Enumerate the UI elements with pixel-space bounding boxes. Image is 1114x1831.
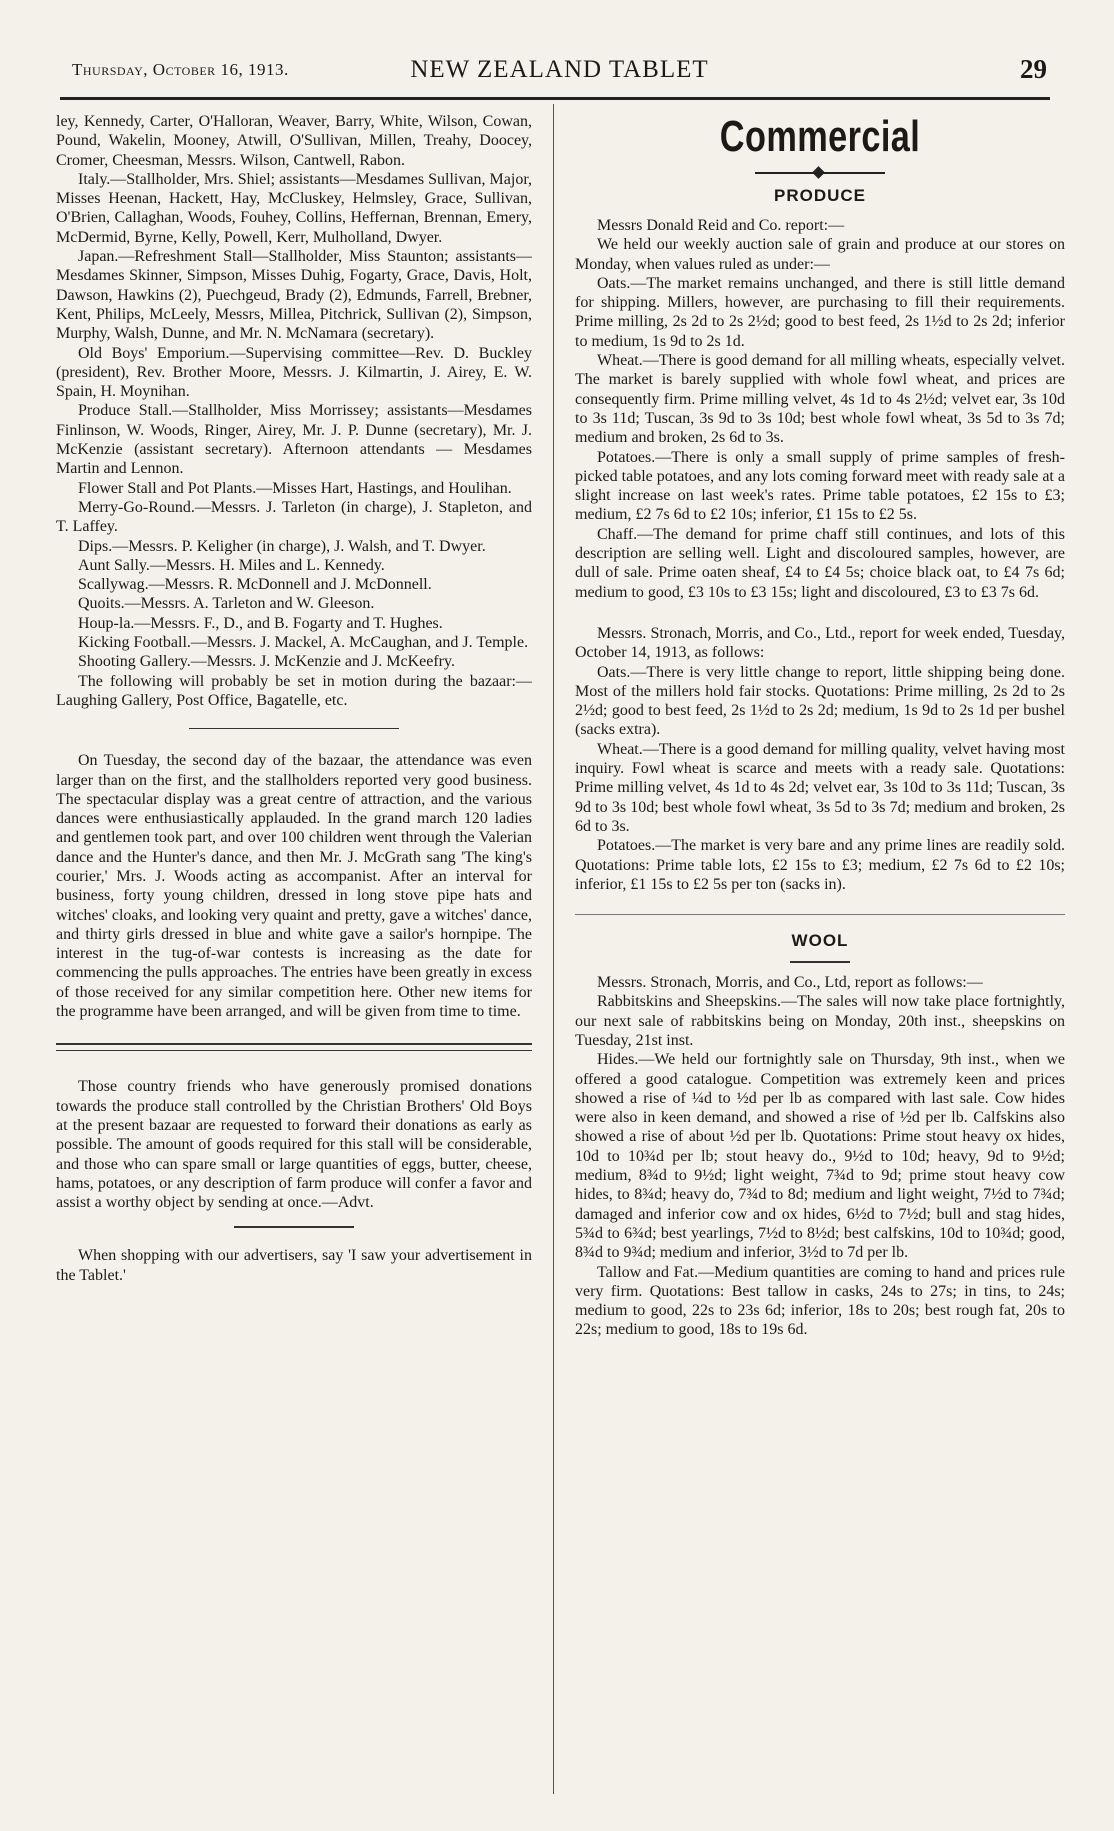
stall-list-paragraph: Produce Stall.—Stallholder, Miss Morrissey; assistants—Mesdames Finlinson, W. Woods, Ringer, Airey, Mr. J. P. Dunne (secretary), Mr. J. McKenzie (assistant secretary). Afternoon attendants — Mesdames Martin and Lennon. xyxy=(56,402,532,478)
double-rule xyxy=(56,1043,532,1051)
wool-paragraph: Tallow and Fat.—Medium quantities are coming to hand and prices rule very firm. Quotations: Best tallow in casks, 24s to 27s; in tins, to 24s; medium to good, 22s to 23s 6d; inferior, 18s to 20s; best rough fat, 20s to 22s; medium to good, 18s to 19s 6d. xyxy=(575,1263,1065,1339)
wool-intro: Messrs. Stronach, Morris, and Co., Ltd, report as follows:— xyxy=(597,974,983,992)
diamond-rule xyxy=(755,166,885,180)
stall-list-paragraph: Shooting Gallery.—Messrs. J. McKenzie and J. McKeefry. xyxy=(78,653,455,671)
commercial-title: Commercial xyxy=(719,112,921,161)
produce-heading: PRODUCE xyxy=(773,186,866,205)
ornament-rule xyxy=(234,1226,354,1228)
stall-list-paragraph: Aunt Sally.—Messrs. H. Miles and L. Kennedy. xyxy=(78,556,385,574)
stall-list-paragraph: Merry-Go-Round.—Messrs. J. Tarleton (in charge), J. Stapleton, and T. Laffey. xyxy=(56,498,532,536)
masthead-rule xyxy=(60,97,1050,100)
reid-paragraph: Chaff.—The demand for prime chaff still continues, and lots of this description are selling well. Light and discoloured samples, however, are dull of sale. Prime oaten sheaf, £4 to £4 5s; choice black oat, to £4 7s 6d; medium to good, £3 10s to £3 15s; light and discoloured, £3 to £3 7s 6d. xyxy=(575,525,1065,601)
stall-list-paragraph: ley, Kennedy, Carter, O'Halloran, Weaver, Barry, White, Wilson, Cowan, Pound, Wakelin, Mooney, Atwill, O'Sullivan, Millen, Treahy, Doocey, Cromer, Cheesman, Messrs. Wilson, Cantwell, Rabon. xyxy=(56,113,532,169)
stall-list-paragraph: Houp-la.—Messrs. F., D., and B. Fogarty and T. Hughes. xyxy=(78,614,443,632)
newspaper-title: NEW ZEALAND TABLET xyxy=(410,56,709,83)
page-number: 29 xyxy=(1020,54,1047,84)
stall-list-paragraph: Scallywag.—Messrs. R. McDonnell and J. McDonnell. xyxy=(78,576,432,594)
masthead xyxy=(72,56,1047,92)
stronach-intro: Messrs. Stronach, Morris, and Co., Ltd., report for week ended, Tuesday, October 14, 1913, as follows: xyxy=(575,624,1065,662)
wool-paragraph: Hides.—We held our fortnightly sale on Thursday, 9th inst., when we offered a good catalogue. Competition was extremely keen and prices showed a rise of ¼d to ½d per lb as compared with last sale. Cow hides were also in keen demand, and showed a rise of ½d per lb. Calfskins also showed a rise of about ½d per lb. Quotations: Prime stout heavy ox hides, 10d to 10¾d per lb; stout heavy do., 9½d to 10d; heavy, 9d to 9½d; medium, 8¾d to 9½d; light weight, 7¾d to 9d; prime stout heavy cow hides, to 8¾d; heavy do, 7¾d to 8d; medium and light weight, 7½d to 7¾d; damaged and inferior cow and ox hides, 6½d to 7½d; bull and stag hides, 5¾d to 6¾d; best yearlings, 7½d to 8½d; best calfskins, 10d to 10¾d; good, 8¾d to 9¾d; medium and inferior, 3½d to 7d per lb. xyxy=(575,1051,1065,1262)
stall-list-paragraph: The following will probably be set in motion during the bazaar:—Laughing Gallery, Post Office, Bagatelle, etc. xyxy=(56,672,532,709)
reid-paragraph: We held our weekly auction sale of grain and produce at our stores on Monday, when values ruled as under:— xyxy=(575,236,1065,273)
stall-list-paragraph: Kicking Football.—Messrs. J. Mackel, A. McCaughan, and J. Temple. xyxy=(78,634,529,652)
bazaar-report-paragraph: On Tuesday, the second day of the bazaar, the attendance was even larger than on the first, and the stallholders reported very good business. The spectacular display was a great centre of attraction, and the various dances were enthusiastically applauded. In the grand march 120 ladies and gentlemen took part, and over 100 children went through the Valerian dance and the Hunter's dance, and then Mr. J. McGrath sang 'The king's courier,' Mrs. J. Woods acting as accompanist. After an interval for business, forty young children, dressed in long stove pipe hats and witches' cloaks, and looking very quaint and pretty, gave a witches' dance, and thirty girls dressed in blue and white gave a sailor's hornpipe. The interest in the tug-of-war contests is increasing as the date for commencing the pulls approaches. The entries have been greatly in excess of those received for any similar competition here. Other new items for the programme have been arranged, and will be given from time to time. xyxy=(56,752,532,1021)
stall-list-paragraph: Old Boys' Emporium.—Supervising committee—Rev. D. Buckley (president), Rev. Brother Moore, Messrs. J. Kilmartin, J. Airey, E. W. Spain, H. Moynihan. xyxy=(56,344,532,401)
wool-paragraph: Rabbitskins and Sheepskins.—The sales will now take place fortnightly, our next sale of rabbitskins being on Monday, 20th inst., sheepskins on Tuesday, 21st inst. xyxy=(575,993,1065,1049)
section-rule xyxy=(189,728,399,729)
stronach-paragraph: Potatoes.—The market is very bare and any prime lines are readily sold. Quotations: Prime table lots, £2 15s to £3; medium, £2 7s 6d to £2 10s; inferior, £1 15s to £2 5s per ton (sacks in). xyxy=(575,837,1065,893)
diamond-icon xyxy=(812,166,825,179)
heading-rule xyxy=(790,961,850,963)
stall-list-paragraph: Dips.—Messrs. P. Keligher (in charge), J. Walsh, and T. Dwyer. xyxy=(78,537,486,555)
shopping-note: When shopping with our advertisers, say 'I saw your advertisement in the Tablet.' xyxy=(56,1247,532,1284)
reid-intro: Messrs Donald Reid and Co. report:— xyxy=(597,217,845,234)
reid-paragraph: Wheat.—There is good demand for all milling wheats, especially velvet. The market is barely supplied with whole fowl wheat, and prices are consequently firm. Prime milling velvet, 4s 1d to 4s 2½d; velvet ear, 3s 10d to 3s 11d; Tuscan, 3s 9d to 3s 10d; best whole fowl wheat, 3s 5d to 3s 7d; medium and broken, 2s 6d to 3s. xyxy=(575,352,1065,447)
left-column xyxy=(56,112,532,1772)
stall-list-paragraph: Quoits.—Messrs. A. Tarleton and W. Gleeson. xyxy=(78,595,375,613)
section-rule xyxy=(575,914,1065,915)
column-divider xyxy=(553,104,554,1794)
stall-list-paragraph: Flower Stall and Pot Plants.—Misses Hart, Hastings, and Houlihan. xyxy=(78,479,512,497)
donations-notice: Those country friends who have generously promised donations towards the produce stall controlled by the Christian Brothers' Old Boys at the present bazaar are requested to forward their donations as early as possible. The amount of goods required for this stall will be considerable, and those who can spare small or large quantities of eggs, butter, cheese, hams, potatoes, or any description of farm produce will confer a favor and assist a worthy object by sending at once.—Advt. xyxy=(56,1078,532,1212)
stronach-paragraph: Wheat.—There is a good demand for milling quality, velvet having most inquiry. Fowl wheat is scarce and meets with a ready sale. Quotations: Prime milling velvet, 4s 1d to 4s 2d; velvet ear, 3s 10d to 3s 11d; Tuscan, 3s 9d to 3s 10d; best whole fowl wheat, 3s 5d to 3s 7d; medium and broken, 2s 6d to 3s. xyxy=(575,740,1065,835)
issue-date: Thursday, October 16, 1913. xyxy=(72,60,289,79)
reid-paragraph: Oats.—The market remains unchanged, and there is still little demand for shipping. Millers, however, are purchasing to fill their requirements. Prime milling, 2s 2d to 2s 2½d; good to best feed, 2s 1½d to 2s 2d; inferior to medium, 1s 9d to 2s 1d. xyxy=(575,274,1065,350)
stall-list-paragraph: Japan.—Refreshment Stall—Stallholder, Miss Staunton; assistants—Mesdames Skinner, Simpson, Misses Duhig, Fogarty, Grace, Davis, Holt, Dawson, Hawkins (2), Puechgeud, Brady (2), Edmunds, Farrell, Brebner, Kent, Philips, McLeely, Messrs, Millea, Pitchrick, Sullivan (2), Simpson, Murphy, Walsh, Dunne, and Mr. N. McNamara (secretary). xyxy=(56,248,532,343)
right-column xyxy=(575,112,1065,1812)
wool-heading: WOOL xyxy=(791,931,849,951)
stronach-paragraph: Oats.—There is very little change to report, little shipping being done. Most of the millers hold fair stocks. Quotations: Prime milling, 2s 2d to 2s 2½d; good to best feed, 2s 1½d to 2s 2d; medium, 1s 9d to 2s 1d per bushel (sacks extra). xyxy=(575,663,1065,739)
reid-paragraph: Potatoes.—There is only a small supply of prime samples of fresh-picked table potatoes, and any lots coming forward meet with ready sale at a slight increase on last week's rates. Prime table potatoes, £2 15s to £3; medium, £2 7s 6d to £2 10s; inferior, £1 15s to £2 5s. xyxy=(575,448,1065,524)
stall-list-paragraph: Italy.—Stallholder, Mrs. Shiel; assistants—Mesdames Sullivan, Major, Misses Heenan, Hackett, Hay, McCluskey, Helmsley, Grace, Sullivan, O'Brien, Callaghan, Woods, Fouhey, Collins, Heffernan, Brennan, Emery, McDermid, Byrne, Kelly, Powell, Kerr, Mulholland, Dwyer. xyxy=(56,170,532,246)
